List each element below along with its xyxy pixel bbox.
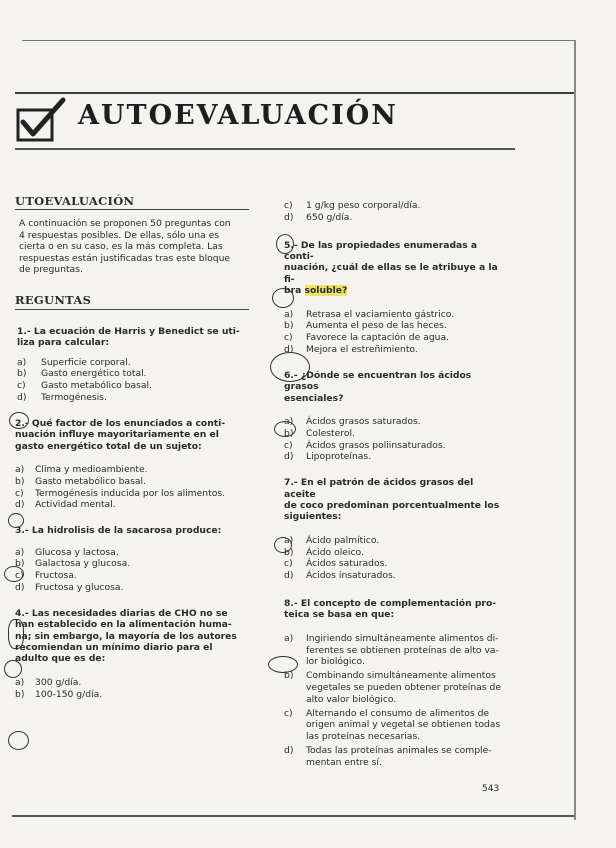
answer-circle — [4, 566, 24, 582]
question-text: siguientes: — [284, 511, 342, 523]
question-text: 6.- ¿Dónde se encuentran los ácidos grasos — [284, 369, 472, 393]
option-a[interactable]: a) Ácidos grasos saturados. — [284, 416, 421, 428]
question-text: 3.- La hidrolisis de la sacarosa produce: — [15, 525, 222, 537]
intro-line: A continuación se proponen 50 preguntas con — [19, 218, 231, 230]
question-text: recomiendan un mínimo diario para el — [15, 642, 213, 654]
question-text: liza para calcular: — [17, 337, 110, 349]
option-b[interactable]: b) Galactosa y glucosa. — [15, 558, 131, 570]
option-d[interactable]: d) Actividad mental. — [15, 499, 116, 511]
option-c[interactable]: c) 1 g/kg peso corporal/día. — [284, 200, 421, 211]
option-a[interactable]: a) Retrasa el vaciamiento gástrico. — [284, 308, 455, 320]
option-a[interactable]: a) Ácido palmítico. — [284, 534, 380, 546]
option-c[interactable]: c) Alternando el consumo de alimentos de origen animal y vegetal se obtienen todas las proteínas necesarias. — [284, 707, 501, 743]
option-a[interactable]: a) Glucosa y lactosa. — [15, 546, 119, 558]
question-text: 5.- De las propiedades enumeradas a conti- — [284, 239, 478, 262]
intro-paragraph — [15, 218, 251, 275]
intro-line: respuestas están justificadas tras este bloque — [19, 252, 231, 264]
question-4 — [15, 608, 251, 701]
answer-circle — [8, 731, 29, 750]
answer-circle — [270, 352, 310, 382]
answer-circle — [272, 288, 294, 308]
option-b[interactable]: b) 100-150 g/día. — [15, 688, 103, 700]
option-c[interactable]: c) Ácidos saturados. — [284, 558, 388, 570]
right-edge-line — [574, 40, 576, 820]
question-text: 1.- La ecuación de Harris y Benedict se uti- — [17, 325, 240, 337]
answer-circle — [268, 656, 298, 673]
highlighted-word: soluble? — [304, 285, 348, 297]
question-8 — [284, 598, 506, 769]
option-b[interactable]: b) Gasto metabólico basal. — [15, 475, 147, 487]
answer-circle — [8, 513, 24, 528]
answer-circle — [274, 537, 292, 553]
question-text: teica se basa en que: — [284, 609, 395, 621]
intro-line: de preguntas. — [19, 264, 83, 276]
answer-circle — [9, 412, 29, 429]
option-b[interactable]: b) Colesterol. — [284, 427, 355, 439]
question-text: 8.- El concepto de complementación pro- — [284, 598, 497, 610]
answer-circle — [8, 619, 24, 649]
option-a[interactable]: a) Ingiriendo simultáneamente alimentos di- ferentes se obtienen proteínas de alto va- lor biológico. — [284, 632, 499, 668]
questions-title-rule — [15, 309, 249, 310]
question-1 — [15, 326, 251, 404]
section-title: UTOEVALUACIÓN — [15, 194, 135, 208]
option-b[interactable]: b) Aumenta el peso de las heces. — [284, 320, 447, 332]
intro-line: 4 respuestas posibles. De ellas, sólo una es — [19, 229, 220, 241]
option-b[interactable]: b) Ácido oleico. — [284, 546, 364, 558]
option-b[interactable]: b) Combinando simultáneamente alimentos vegetales se pueden obtener proteínas de alto valor biológico. — [284, 670, 501, 705]
question-text: na; sin embargo, la mayoría de los autores — [15, 630, 237, 642]
option-c[interactable]: c) Fructosa. — [15, 570, 77, 582]
title-top-rule — [15, 92, 575, 94]
question-text: gasto energético total de un sujeto: — [15, 440, 202, 452]
left-column — [15, 196, 251, 700]
page-number: 543 — [482, 784, 500, 794]
title-bottom-rule — [15, 148, 515, 150]
top-rule — [22, 40, 574, 41]
question-text — [284, 285, 506, 296]
right-column — [284, 200, 506, 769]
question-text-part: bra — [284, 285, 305, 297]
question-text: 7.- En el patrón de ácidos grasos del aceite — [284, 477, 474, 500]
bottom-rule — [12, 815, 574, 817]
answer-circle — [4, 660, 22, 678]
intro-line: cierta o en su caso, es la más completa. Las — [19, 241, 223, 253]
answer-circle — [276, 234, 294, 254]
question-text: de coco predominan porcentualmente los — [284, 500, 500, 512]
option-d[interactable]: d) Mejora el estreñimiento. — [284, 344, 418, 356]
section-title-rule — [15, 209, 249, 210]
question-3 — [15, 525, 251, 594]
question-text: esenciales? — [284, 392, 344, 404]
option-d[interactable]: d) Todas las proteínas animales se comple- mentan entre sí. — [284, 745, 492, 768]
option-d[interactable]: d) Lipoproteínas. — [284, 451, 372, 463]
checkbox-check-icon — [15, 96, 69, 148]
option-c[interactable]: c) Termogénesis inducida por los alimentos. — [15, 487, 226, 499]
question-text: 4.- Las necesidades diarias de CHO no se — [15, 607, 228, 619]
option-b[interactable]: b) Gasto energético total. — [17, 368, 147, 380]
question-text: nuación influye mayoritariamente en el — [15, 429, 219, 441]
answer-circle — [274, 421, 296, 437]
question-text: 2.- Qué factor de los enunciados a conti- — [15, 417, 226, 429]
option-c[interactable]: c) Gasto metabólico basal. — [17, 380, 153, 392]
question-6 — [284, 370, 506, 463]
option-d[interactable]: d) 650 g/día. — [284, 211, 353, 223]
question-5 — [284, 240, 506, 356]
option-d[interactable]: d) Fructosa y glucosa. — [15, 582, 124, 594]
question-text: adulto que es de: — [15, 653, 106, 665]
option-a[interactable]: a) 300 g/día. — [15, 676, 82, 688]
option-d[interactable]: d) Termogénesis. — [17, 392, 107, 404]
option-c[interactable]: c) Favorece la captación de agua. — [284, 332, 450, 344]
question-2 — [15, 418, 251, 511]
question-7 — [284, 477, 506, 582]
option-d[interactable]: d) Ácidos insaturados. — [284, 570, 396, 582]
question-text: nuación, ¿cuál de ellas se le atribuye a la fi- — [284, 262, 498, 285]
option-a[interactable]: a) Clima y medioambiente. — [15, 464, 148, 476]
option-a[interactable]: a) Superficie corporal. — [17, 356, 131, 368]
page-title: AUTOEVALUACIÓN — [78, 100, 398, 131]
questions-title: REGUNTAS — [15, 293, 92, 308]
option-c[interactable]: c) Ácidos grasos poliinsaturados. — [284, 439, 446, 451]
question-text: han establecido en la alimentación huma- — [15, 619, 232, 631]
